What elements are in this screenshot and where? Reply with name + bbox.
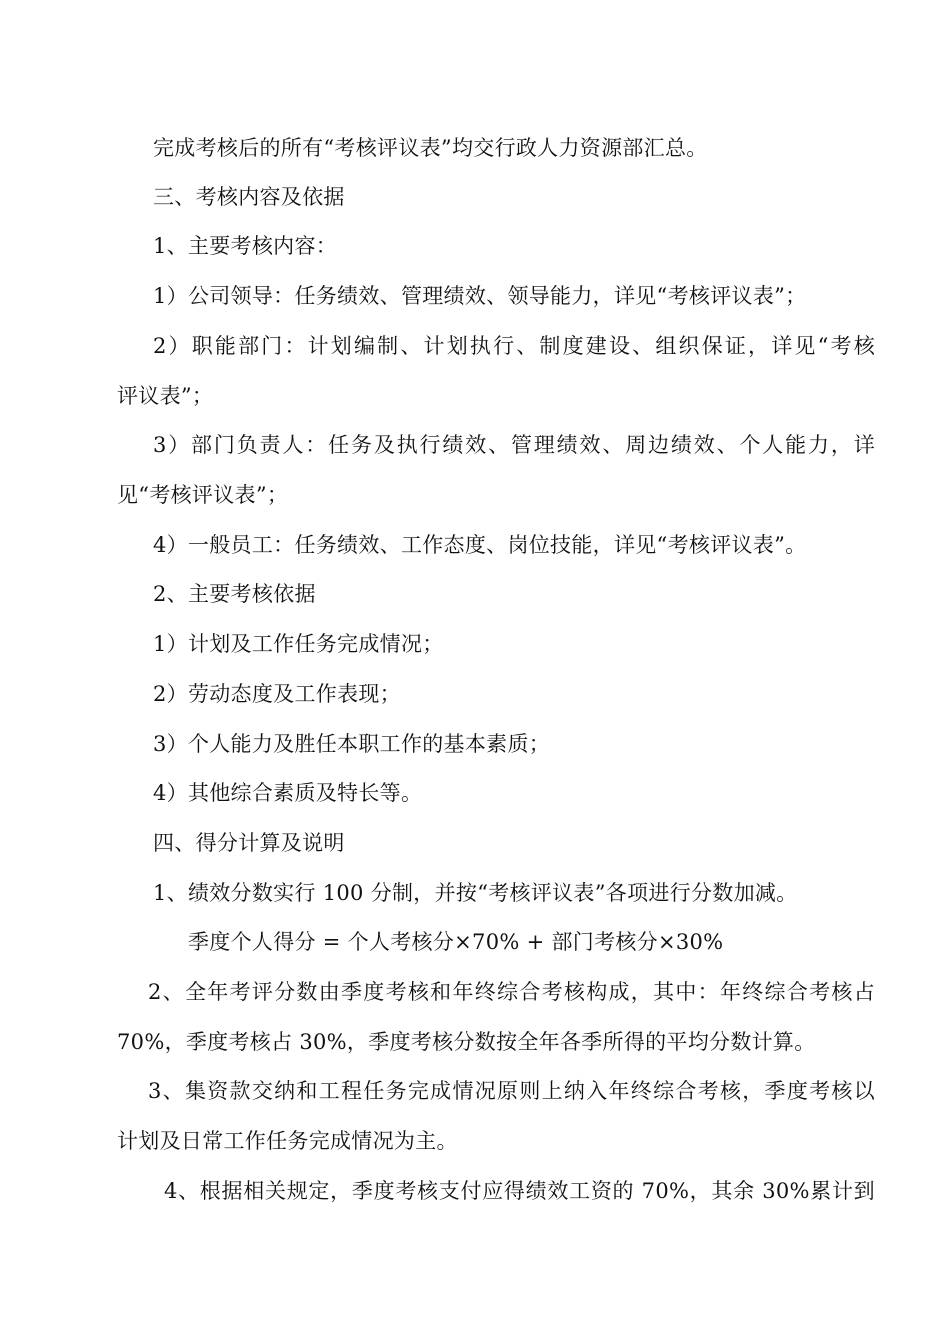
list-item-department-heads: 3）部门负责人：任务及执行绩效、管理绩效、周边绩效、个人能力，详 — [153, 433, 875, 457]
scoring-item-2: 2、全年考评分数由季度考核和年终综合考核构成，其中：年终综合考核占 — [148, 980, 875, 1004]
subheading-main-content: 1、主要考核内容： — [153, 234, 338, 258]
paragraph-line-1: 完成考核后的所有“考核评议表”均交行政人力资源部汇总。 — [153, 136, 708, 160]
scoring-item-3-cont: 计划及日常工作任务完成情况为主。 — [117, 1129, 458, 1153]
section-heading-scoring: 四、得分计算及说明 — [153, 831, 345, 855]
list-item-basis-2: 2）劳动态度及工作表现； — [153, 682, 401, 706]
subheading-main-basis: 2、主要考核依据 — [153, 582, 316, 606]
list-item-department-heads-cont: 见“考核评议表”； — [117, 483, 289, 507]
section-heading-assessment-content: 三、考核内容及依据 — [153, 185, 345, 209]
scoring-item-3: 3、集资款交纳和工程任务完成情况原则上纳入年终综合考核，季度考核以 — [148, 1079, 875, 1103]
list-item-general-staff: 4）一般员工：任务绩效、工作态度、岗位技能，详见“考核评议表”。 — [153, 533, 807, 557]
scoring-formula: 季度个人得分 = 个人考核分×70% + 部门考核分×30% — [188, 930, 724, 954]
list-item-functional-departments: 2）职能部门：计划编制、计划执行、制度建设、组织保证，详见“考核 — [153, 334, 875, 358]
list-item-basis-4: 4）其他综合素质及特长等。 — [153, 781, 423, 805]
list-item-basis-3: 3）个人能力及胜任本职工作的基本素质； — [153, 732, 551, 756]
scoring-item-2-cont: 70%，季度考核占 30%，季度考核分数按全年各季所得的平均分数计算。 — [117, 1030, 816, 1054]
list-item-company-leaders: 1）公司领导：任务绩效、管理绩效、领导能力，详见“考核评议表”； — [153, 284, 807, 308]
list-item-functional-departments-cont: 评议表”； — [117, 384, 214, 408]
scoring-item-1: 1、绩效分数实行 100 分制，并按“考核评议表”各项进行分数加减。 — [153, 881, 798, 905]
list-item-basis-1: 1）计划及工作任务完成情况； — [153, 632, 444, 656]
scoring-item-4: 4、根据相关规定，季度考核支付应得绩效工资的 70%，其余 30%累计到 — [164, 1179, 875, 1203]
